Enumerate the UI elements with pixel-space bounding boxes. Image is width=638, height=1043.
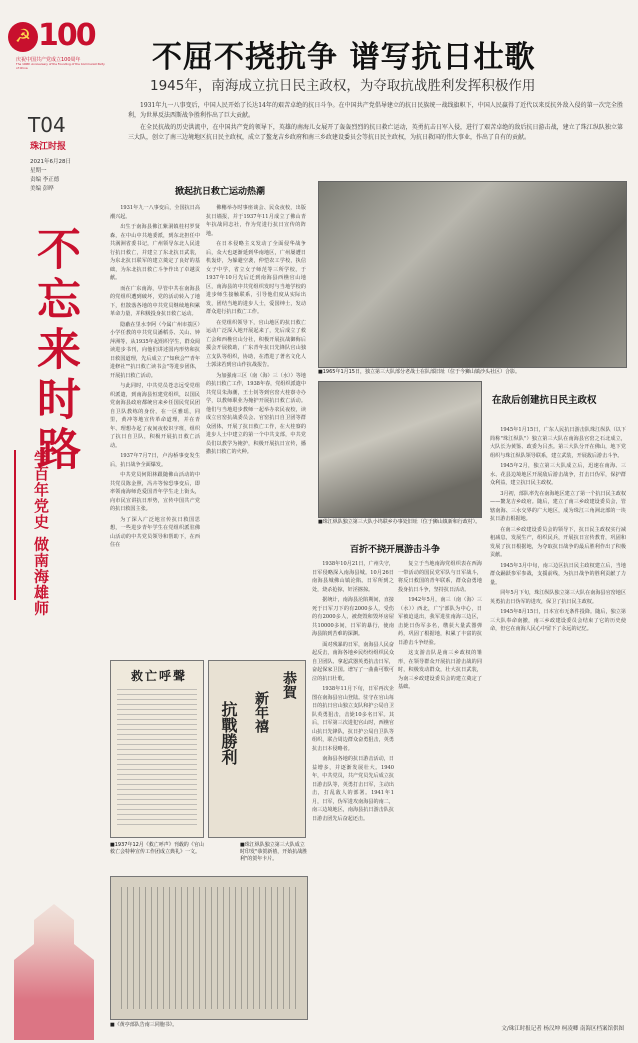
paragraph: 1937年7月7日，卢沟桥事变发生后，抗日战争全面爆发。 bbox=[110, 453, 200, 468]
paragraph: 这支游击队是南三乡政权的雏形，在领导群众开展抗日游击战的同时，积极发动群众，壮大抗日武装，为南三乡政建设委员会的建立奠定了基础。 bbox=[398, 650, 482, 690]
paragraph: 3月初，部队率先在南海地区建立了第一个抗日民主政权——鳌龙吉乡政府。随后，建立了南三乡政建设委员会，管辖南海、三水交界的广大地区，成为珠江三角洲北部的一块抗日游击根据地。 bbox=[490, 490, 626, 522]
sidebar bbox=[0, 0, 108, 1043]
paragraph: 在日本侵略主义发动了全面侵华战争后，众大也逐渐延到华南地区，广州屡遭日机轰炸，为躲避空袭，仲恺农工学校，执信女子中学，省立女子师范等三所学校，于1937年10月先后迁到南海县西樵官山地区，南海县的中共党组织发时与当地学校的进步师生接触联系，引导他们度从实际出发，团结当地的进步人士，爱国绅士，发动群众进行抗日救亡工作。 bbox=[206, 241, 306, 315]
old-office-photo bbox=[318, 381, 482, 518]
subheadline: 1945年，南海成立抗日民主政权，为夺取抗战胜利发挥积极作用 bbox=[150, 78, 536, 94]
paragraph: 1945年2月，独立第三大队成立后，迅速在南海、三水、花县边境地区开展敌后游击战争，打击日伪军，保护群众利益，建立抗日民主政权。 bbox=[490, 463, 626, 486]
column-subtitle: 学百年党史 做南海雄师 bbox=[32, 450, 50, 617]
lead-text bbox=[128, 101, 623, 145]
newspaper-clipping-title: 救亡呼聲 bbox=[131, 669, 188, 683]
logo-number: 100 bbox=[38, 18, 95, 53]
veterans-photo-caption: ■1965年1月15日，独立第三大队部分老战士在队部旧址（位于今狮山镇沙头社区）合影。 bbox=[318, 369, 520, 375]
byline: 文/珠江时报记者 杨汉坤 柯凌卿 南海区档案馆供图 bbox=[501, 1026, 624, 1032]
paragraph: 出生于南海县佛江紫洞镇桂村罗贤森，在中山中共地委派，到东北担任中共满洲省委书记，广州领导东北人民进行抗日救亡，并建立了东北抗日武装，为东北抗日联军的建立奠定了良好的基础，为东北抗日救亡斗争作出了卓越贡献。 bbox=[110, 224, 200, 281]
paragraph: 佛穗举办时事座谈会、民众夜校，出版抗日墙报，并于1937年11月成立了佛山青年抗战同志社，作为党进行抗日宣传的阵地。 bbox=[206, 205, 306, 237]
page-number: T04 bbox=[28, 113, 66, 137]
section-title-1: 掀起抗日救亡运动热潮 bbox=[174, 187, 265, 197]
paragraph: 南海县各地的抗日游击活动，日益增多，并逐渐发展壮大。1940年，中共党员，共产党员先后成立抗日游击队等，英勇打击日军，主动出击，打乱敌人的部署。1941年1月，日军，伪军进攻南海县的南二，南三边境地区，南海县抗日游击队抗日游击团先后奋起还击。 bbox=[312, 756, 394, 822]
issue-weekday: 星期一 bbox=[30, 168, 47, 174]
paragraph: 隐蔽在里水李阿（今属广州市荔区）小学任教的中共党员潘稻芬、关山、钟萍洲等，从1935年起组织学生，群众阅读进步书刊，向他们讲述国内形势和抗日救国道理，先后成立了"知秋会""青年进修社""抗日救亡读书会"等进步团体，开展抗日救亡活动。 bbox=[110, 321, 200, 379]
designer: 美编 彭晔 bbox=[30, 186, 54, 192]
clipping-text-lines bbox=[117, 689, 197, 829]
section2-column1 bbox=[312, 560, 394, 1020]
paragraph: 为加强南三区（南（海）三（水））等地的抗日救亡工作，1938年春，党组织派遣中共党员朱海潮，王士钊等到官窑大桂寮寺办学，以教师职业为掩护开展抗日救亡活动。他们与当地进步教师一起举办农民夜校，读成立官窑抗战委员会、官窑抗日自卫团等群众团体，开展了抗日救亡工作，在大桂寮的进步人士中建立的第一个中共支部，中共党员们以教学为掩护，积极开展抗日宣传，播撒抗日救亡的火种。 bbox=[206, 372, 306, 455]
greeting-card-caption: ■珠江纵队独立第三大队成立时印发"恭贺新禧，开始抗战胜利"的贺年卡片。 bbox=[240, 842, 308, 862]
paragraph: 而在广东南海，早管中共在南海县的党组织遭到破坏，党的活动转入了地下，但散落各地的中共党员继续地积累革命力量，并积极投身抗日救亡运动。 bbox=[110, 285, 200, 317]
column-subtitle-bar bbox=[14, 450, 16, 600]
paragraph: 1938年10月21日，广州失守，日军侵略深入南海县城。10月26日南海县城佛山镇沦陷。日军所到之处，烧杀抢掠，奸淫掳掠。 bbox=[312, 561, 394, 593]
paragraph: 1945年3月中旬，南三边区抗日民主政权建立后，当地群众踊跃参军参战，支援前线，为抗日战争的胜利贡献了力量。 bbox=[490, 562, 626, 586]
editor: 责编 李正德 bbox=[30, 177, 60, 183]
paragraph: 面对残暴的日军，南海县人民奋起反击，南海各地乡民纷纷组织民众自卫团队、拿起武器英勇抗击日军，奋起保家卫国。谱写了一曲曲可歌可泣的抗日壮歌。 bbox=[312, 641, 394, 682]
logo-caption-en: The 100th Anniversary of the Founding of the Communist Party of China bbox=[16, 62, 105, 70]
centenary-logo bbox=[8, 18, 104, 88]
paragraph: 1938年11月下旬，日军再次企图在南海县官山登陆。驻守在官山每日的抗日官山独立支队和护公局自卫队英勇狙击，击毙10多名日军。其后，日军第三次进犯官山时，西樵官山抗日先锋队，抗日护公局自卫队等组织，联合周边群众奋勇狙击，英勇抗击日本侵略者。 bbox=[312, 686, 394, 752]
headline: 不屈不挠抗争 谱写抗日壮歌 bbox=[152, 40, 536, 75]
issue-date: 2021年6月28日 bbox=[30, 159, 71, 165]
paragraph: 同年5月下旬，珠江纵队独立第三大队在南海县官窑地区英勇抗击日伪军的进攻，保卫了抗日民主政权。 bbox=[490, 590, 626, 605]
party-emblem-icon: ☭ bbox=[8, 22, 38, 52]
section1-column2 bbox=[206, 204, 306, 652]
paragraph: 在党组织领导下，官山地区的抗日救亡运动广泛深入地开展起来了，先后成立了救亡会和西樵官山分社，积极开展抗战御侮后援会开展救助，广东青年抗日先锋队官山独立支队等组织，协助，在潜进了著名文化人士郭沫若到官山作抗战报告。 bbox=[206, 319, 306, 368]
proclamation-image bbox=[110, 876, 308, 1020]
newspaper-clipping-caption: ■1937年12月《救亡呼声》刊载的《官山救亡会特种宣传工作团成立典礼》一文。 bbox=[110, 842, 204, 855]
greeting-card-line3: 恭賀 bbox=[281, 671, 297, 699]
paragraph: 与此同时，中共党员苍志远受党组织派遣，到南海县恒建党组织，以国民党南海县政府都统官来乡任国民党民团自卫队教练的身份，在一区雅瑶，同里，黄冲等地宣传革命道理，并在青年、理想办起了夜间夜校识字班，组织了抗日自卫队，积极开展抗日救亡活动。 bbox=[110, 383, 200, 449]
proclamation-caption: ■《黄亭部队告南三同胞书》。 bbox=[110, 1022, 178, 1028]
section3-column bbox=[490, 426, 626, 1016]
section-title-2: 百折不挠开展游击斗争 bbox=[349, 545, 440, 555]
paragraph: 据统计，南海县沦陷期间，直接死于日军刀下的有2000多人，受伤的有2000多人，被烧毁和毁坏房屋共10000多间，日军的暴行，使南海县陷到苦难的深渊。 bbox=[312, 597, 394, 637]
paragraph: 1942年5月，南三（南（海）三（水））西北，广宁部队为中心，日军被迫退出，我军进驻南海三边区，击毙日伪军多名，缴获大量武器弹药，巩固了根据地，积累了丰富的抗日游击斗争经验。 bbox=[398, 597, 482, 646]
tiananmen-silhouette bbox=[4, 880, 104, 1040]
paragraph: 中共党员何阳林跟随佛山活动的中共党员陈金照，冯卉等惊恐事变后，即率领南海师范爱国青年学生走上街头，向市民宣讲抗日形势，宣传中国共产党的抗日救国主张。 bbox=[110, 472, 200, 512]
greeting-card-line2: 新年禧 bbox=[253, 691, 269, 733]
old-office-caption: ■珠江纵队独立第三大队小坞联乡办事处旧址（位于狮山镇新和行政村）。 bbox=[318, 519, 481, 525]
section2-column2 bbox=[398, 560, 482, 1020]
column-title: 不忘来时路 bbox=[29, 226, 80, 476]
paragraph: 1945年8月15日，日本宣布无条件投降。随后，独立第三大队奉命南撤，南三乡政建设委员会结束了它的历史使命，但它在南海人民心中留下了永远的记忆。 bbox=[490, 609, 626, 632]
proclamation-text-lines bbox=[121, 887, 297, 1009]
paper-name: 珠江时报 bbox=[30, 142, 67, 152]
paragraph: 复立于当地南海党组织表在西海一带活动的国民党军队与日军战斗，将反日救国的青年联系，群众奋勇地投身抗日斗争，坚持抗日活动。 bbox=[398, 561, 482, 593]
greeting-card-image bbox=[208, 660, 306, 838]
greeting-card-line1: 抗戰勝利 bbox=[219, 701, 238, 765]
logo-caption: 庆祝中国共产党成立100周年 bbox=[16, 57, 81, 63]
paragraph: 1931年九一八事变后，全国抗日高潮兴起。 bbox=[110, 205, 200, 220]
section-title-3: 在敌后创建抗日民主政权 bbox=[492, 395, 597, 406]
lead-paragraph: 在全民抗战的历史洪流中，在中国共产党的领导下，英雄的南海儿女展开了轰轰烈烈的抗日救亡运动，英勇抗击日军入侵，进行了艰苦卓绝的敌后抗日游击战，建立了珠江纵队独立第三大队，创立了南三边境地区抗日民主政权，成立了鳌龙吉乡政府和南三乡政建设委员会等抗日民主政权，为抗日救国的伟大事业，作出了自有的贡献。 bbox=[128, 124, 623, 141]
paragraph: 1945年1月15日，广东人民抗日游击队珠江纵队（以下简称"珠江纵队"）独立第三大队在南海县官窑之石北成立，大队长为黄鉴、政委为吕杰。第三大队分开在佛山，地下党组织与珠江纵队领导联系，建立武装，开展敌后游击斗争。 bbox=[490, 427, 626, 459]
lead-paragraph: 1931年九一八事变后，中国人民开始了长达14年的艰苦卓绝的抗日斗争。在中国共产党倡导建立的抗日民族统一战线旗帜下，中国人民赢得了近代以来反抗外敌入侵的第一次完全胜利，为世界反法西斯战争胜利作出了巨大贡献。 bbox=[128, 102, 623, 119]
paragraph: 在南三乡政建设委员会的领导下，抗日民主政权实行减租减息，发展生产，组织民兵，开展抗日宣传教育，巩固和发展了抗日根据地，为夺取抗日战争的最后胜利作出了积极贡献。 bbox=[490, 526, 626, 558]
paragraph: 为了深入广泛地宣传抗日救国思想，一些进步青年学生在党组织派驻佛山活动的中共党员领导和帮助下，在西住在 bbox=[110, 516, 200, 548]
veterans-group-photo bbox=[318, 181, 627, 368]
newspaper-clipping-image bbox=[110, 660, 204, 838]
